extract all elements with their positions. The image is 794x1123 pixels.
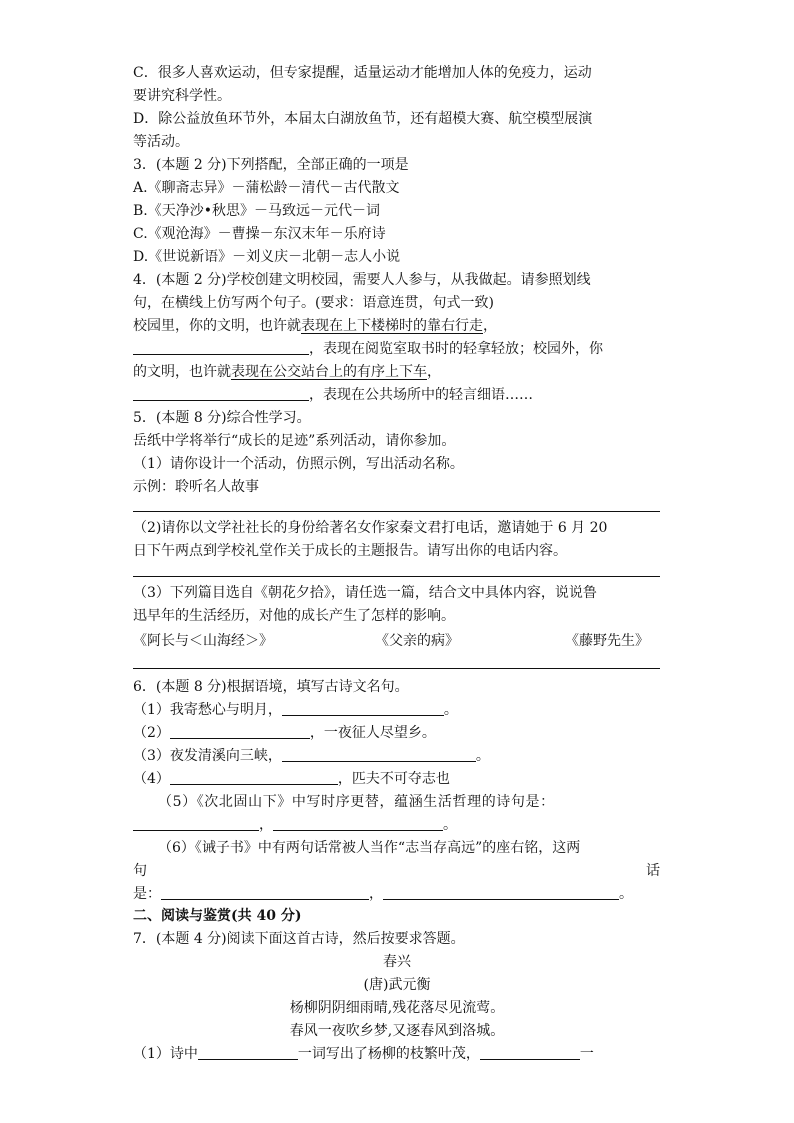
q6-item6-shi: 是： [133,886,161,902]
q6-blank-5a[interactable] [133,816,259,831]
q4-line4-text: ，表现在阅览室取书时的轻拿轻放；校园外，你 [309,341,603,357]
poem-line-1: 杨柳阴阴细雨晴,残花落尽见流莺。 [289,1000,505,1016]
q4-line5-text: 的文明，也许就 [133,364,231,380]
q3-option-c: C.《观沧海》－曹操－东汉末年－乐府诗 [133,226,386,242]
q4-line3-comma: ， [483,318,497,334]
q6-item3-text: （3）夜发清溪向三峡， [133,748,282,764]
q2-option-c-line1: C．很多人喜欢运动，但专家提醒，适量运动才能增加人体的免疫力，运动 [133,65,592,81]
q4-model-underline-2: 表现在公交站台上的有序上下车 [231,364,427,380]
q5-title-1: 《阿长与＜山海经＞》 [133,633,273,649]
q5-answer-line-2[interactable] [133,576,660,577]
q5-part2-line2: 日下午两点到学校礼堂作关于成长的主题报告。请写出你的电话内容。 [133,543,567,559]
q4-answer-blank-1[interactable] [133,340,309,355]
poem-title: 春兴 [383,954,411,970]
q2-option-c-line2: 要讲究科学性。 [133,88,231,104]
q3-option-d: D.《世说新语》－刘义庆－北朝－志人小说 [133,249,401,265]
q7-part1-end: 一 [579,1046,594,1062]
q6-item6-comma: ， [369,886,383,902]
q7-part1-mid: 一词写出了杨柳的枝繁叶茂， [297,1046,480,1062]
poem-author: (唐)武元衡 [363,977,431,993]
q6-item4-text: ，匹夫不可夺志也 [337,771,450,787]
q4-stem-line2: 句，在横线上仿写两个句子。(要求：语意连贯，句式一致) [133,295,494,311]
q6-blank-1[interactable] [282,701,444,716]
q6-item6-ju: 句 [133,863,147,879]
q4-model-underline: 表现在上下楼梯时的靠右行走 [301,318,483,334]
q6-blank-6b[interactable] [383,885,619,900]
q5-part2-line1: （2)请你以文学社社长的身份给著名女作家秦文君打电话，邀请她于 6 月 20 [133,520,608,536]
q6-blank-5b[interactable] [273,816,443,831]
q6-item4-num: （4） [133,771,170,787]
q2-option-d-line1: D．除公益放鱼环节外，本届太白湖放鱼节，还有超模大赛、航空模型展演 [133,111,593,127]
q6-item5-line2 [133,815,457,835]
q6-item3 [133,746,490,766]
q4-blank-line1 [133,339,603,359]
q5-answer-line-3[interactable] [133,668,660,669]
q5-part3-line2: 迅早年的生活经历，对他的成长产生了怎样的影响。 [133,608,455,624]
q4-stem-line1: 4．(本题 2 分)学校创建文明校园，需要人人参与，从我做起。请参照划线 [133,272,591,288]
q7-part1-text: （1）诗中 [133,1046,198,1062]
q6-item1-text: （1）我寄愁心与明月， [133,702,282,718]
q6-item5-line1: （5）《次北固山下》中写时序更替，蕴涵生活哲理的诗句是： [158,794,555,810]
q6-item6-line1: （6）《诫子书》中有两句话常被人当作“志当存高远”的座右铭，这两 [158,840,581,856]
q5-answer-line-1[interactable] [133,511,660,512]
q7-blank-1[interactable] [198,1045,298,1060]
q5-part1: （1）请你设计一个活动，仿照示例，写出活动名称。 [133,456,464,472]
q7-part1 [133,1044,594,1064]
q5-stem: 5．(本题 8 分)综合性学习。 [133,410,311,426]
q6-item6-end: 。 [619,886,633,902]
q4-blank-line2 [133,385,533,405]
q6-blank-2[interactable] [170,724,310,739]
q5-title-2: 《父亲的病》 [375,633,459,649]
q4-line5 [133,362,441,382]
q5-title-3: 《藤野先生》 [565,633,649,649]
q4-line6-text: ，表现在公共场所中的轻言细语…… [309,387,533,403]
q6-item2 [133,723,436,743]
q5-intro: 岳纸中学将举行“成长的足迹”系列活动，请你参加。 [133,433,456,449]
q6-blank-6a[interactable] [161,885,369,900]
q6-item6-hua: 话 [646,863,660,879]
section-heading: 二、阅读与鉴赏(共 40 分) [133,908,302,924]
q6-stem: 6．(本题 8 分)根据语境，填写古诗文名句。 [133,679,409,695]
q3-option-b: B.《天净沙•秋思》－马致远－元代－词 [133,203,380,219]
q2-option-d-line2: 等活动。 [133,134,189,150]
q4-line3-text: 校园里，你的文明，也许就 [133,318,301,334]
q5-example: 示例：聆听名人故事 [133,479,259,495]
q4-line5-comma: ， [427,364,441,380]
q6-item2-text: ，一夜征人尽望乡。 [309,725,436,741]
q6-item4 [133,769,450,789]
q6-item1-end: 。 [443,702,458,718]
q6-item6-line3 [133,884,633,904]
q7-stem: 7．(本题 4 分)阅读下面这首古诗，然后按要求答题。 [133,931,465,947]
q6-item1 [133,700,458,720]
q6-item2-num: （2） [133,725,170,741]
q3-option-a: A.《聊斋志异》－蒲松龄－清代－古代散文 [133,180,400,196]
q6-item5-end: 。 [443,817,457,833]
q6-blank-4[interactable] [170,770,338,785]
q7-blank-2[interactable] [480,1045,580,1060]
q6-blank-3[interactable] [282,747,476,762]
q6-item5-comma: ， [259,817,273,833]
q6-item3-end: 。 [475,748,490,764]
q5-part3-line1: （3）下列篇目选自《朝花夕拾》，请任选一篇，结合文中具体内容，说说鲁 [133,585,597,601]
q4-sentence-line [133,316,497,336]
poem-line-2: 春风一夜吹乡梦,又逐春风到洛城。 [289,1023,505,1039]
q3-stem: 3．(本题 2 分)下列搭配，全部正确的一项是 [133,157,409,173]
q4-answer-blank-2[interactable] [133,386,309,401]
